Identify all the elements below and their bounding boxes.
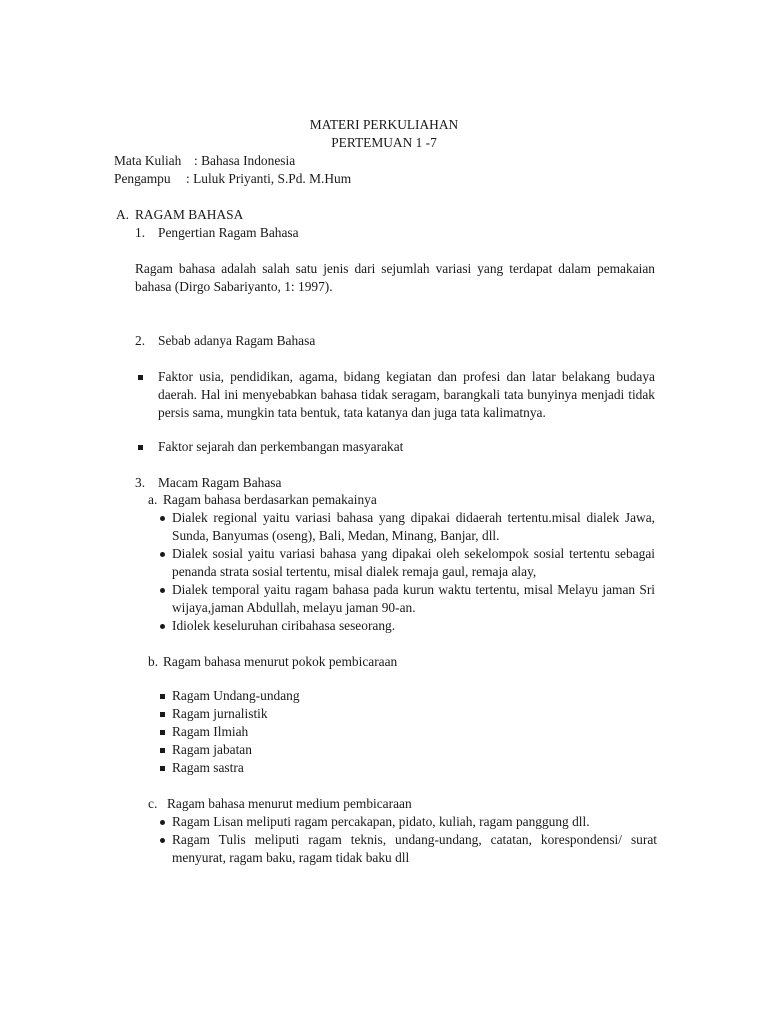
square-bullet-icon (138, 375, 143, 380)
sub-a-bullet: Dialek temporal yaitu ragam bahasa pada kurun waktu tertentu, misal Melayu jaman Sri wijaya,jaman Abdullah, melayu jaman 90-an. (172, 582, 655, 615)
item1-number: 1. (135, 225, 146, 240)
dot-bullet-icon (160, 820, 165, 825)
course-value: : Bahasa Indonesia (194, 153, 296, 168)
sub-c-title: Ragam bahasa menurut medium pembicaraan (167, 796, 412, 811)
sub-b-bullet: Ragam jurnalistik (172, 706, 268, 721)
sub-a-bullet: Idiolek keseluruhan ciribahasa seseorang. (172, 618, 396, 633)
item2-title: Sebab adanya Ragam Bahasa (158, 333, 316, 348)
dot-bullet-icon (160, 838, 165, 843)
square-bullet-icon (160, 766, 165, 771)
item3-number: 3. (135, 475, 146, 490)
sub-b-bullet: Ragam Undang-undang (172, 688, 300, 703)
sub-b-bullet: Ragam Ilmiah (172, 724, 249, 739)
item2-bullet: Faktor usia, pendidikan, agama, bidang kegiatan dan profesi dan latar belakang budaya daerah. Hal ini menyebabkan bahasa tidak seragam, barangkali tata bunyinya menjadi tidak persis sama, mungkin tata bentuk, tata katanya dan juga tata kalimatnya. (158, 369, 655, 420)
doc-subtitle: PERTEMUAN 1 -7 (331, 135, 437, 150)
item1-title: Pengertian Ragam Bahasa (158, 225, 299, 240)
dot-bullet-icon (160, 516, 165, 521)
section-a-title: RAGAM BAHASA (135, 207, 244, 222)
doc-title: MATERI PERKULIAHAN (309, 117, 459, 132)
sub-b-title: Ragam bahasa menurut pokok pembicaraan (163, 654, 398, 669)
item3-title: Macam Ragam Bahasa (158, 475, 282, 490)
lecturer-label: Pengampu (114, 171, 171, 186)
dot-bullet-icon (160, 588, 165, 593)
item1-paragraph: Ragam bahasa adalah salah satu jenis dari sejumlah variasi yang terdapat dalam pemakaian bahasa (Dirgo Sabariyanto, 1: 1997). (135, 261, 655, 294)
sub-c-marker: c. (148, 796, 158, 811)
sub-c-bullet: Ragam Lisan meliputi ragam percakapan, pidato, kuliah, ragam panggung dll. (172, 814, 590, 829)
course-label: Mata Kuliah (114, 153, 182, 168)
sub-b-marker: b. (148, 654, 159, 669)
square-bullet-icon (160, 712, 165, 717)
square-bullet-icon (160, 748, 165, 753)
dot-bullet-icon (160, 624, 165, 629)
lecturer-value: : Luluk Priyanti, S.Pd. M.Hum (186, 171, 352, 186)
sub-b-bullet: Ragam sastra (172, 760, 244, 775)
sub-a-marker: a. (148, 492, 158, 507)
square-bullet-icon (160, 730, 165, 735)
dot-bullet-icon (160, 552, 165, 557)
sub-a-bullet: Dialek sosial yaitu variasi bahasa yang dipakai oleh sekelompok sosial tertentu sebagai penanda strata sosial tertentu, misal dialek remaja gaul, remaja alay, (172, 546, 655, 579)
item2-number: 2. (135, 333, 146, 348)
sub-a-title: Ragam bahasa berdasarkan pemakainya (163, 492, 377, 507)
sub-b-bullet: Ragam jabatan (172, 742, 252, 757)
square-bullet-icon (138, 445, 143, 450)
item2-bullet: Faktor sejarah dan perkembangan masyarakat (158, 439, 404, 454)
square-bullet-icon (160, 694, 165, 699)
sub-c-bullet: Ragam Tulis meliputi ragam teknis, undang-undang, catatan, korespondensi/ surat menyurat, ragam baku, ragam tidak baku dll (172, 832, 657, 865)
sub-a-bullet: Dialek regional yaitu variasi bahasa yang dipakai didaerah tertentu.misal dialek Jawa, Sunda, Banyumas (oseng), Bali, Medan, Minang, Banjar, dll. (172, 510, 655, 543)
section-a-marker: A. (116, 207, 130, 222)
